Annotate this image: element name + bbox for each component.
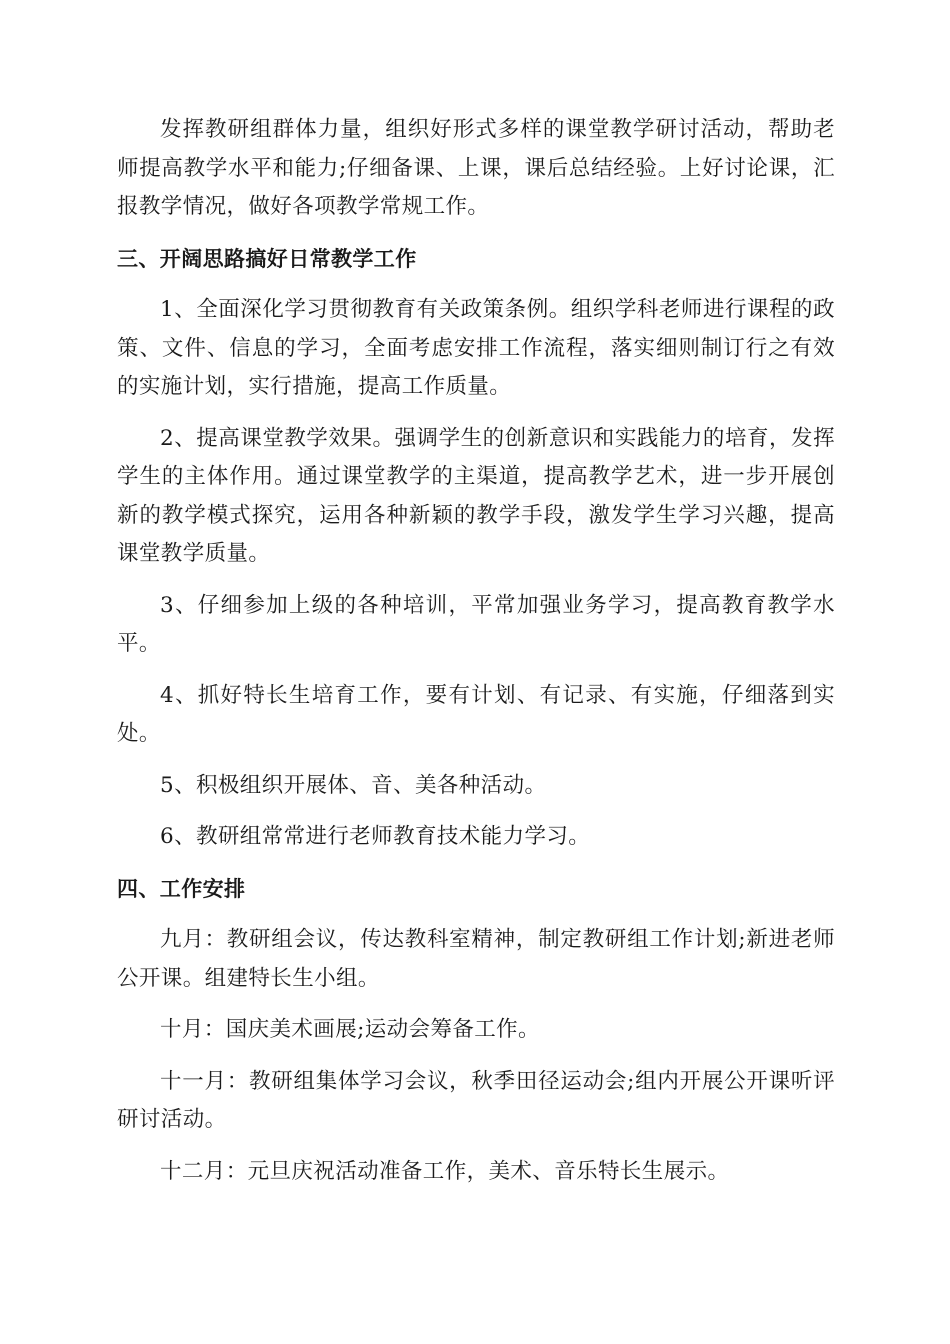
intro-paragraph: 发挥教研组群体力量，组织好形式多样的课堂教学研讨活动，帮助老师提高教学水平和能力;仔细备课、上课，课后总结经验。上好讨论课，汇报教学情况，做好各项教学常规工作。 <box>117 117 835 219</box>
schedule-september: 九月：教研组会议，传达教科室精神，制定教研组工作计划;新进老师公开课。组建特长生小组。 <box>117 927 835 991</box>
schedule-october: 十月：国庆美术画展;运动会筹备工作。 <box>160 1017 540 1042</box>
section-3-item-1: 1、全面深化学习贯彻教育有关政策条例。组织学科老师进行课程的政策、文件、信息的学习，全面考虑安排工作流程，落实细则制订行之有效的实施计划，实行措施，提高工作质量。 <box>117 297 835 399</box>
section-3-heading: 三、开阔思路搞好日常教学工作 <box>117 246 417 271</box>
section-3-item-4: 4、抓好特长生培育工作，要有计划、有记录、有实施，仔细落到实处。 <box>117 682 835 746</box>
schedule-november: 十一月：教研组集体学习会议，秋季田径运动会;组内开展公开课听评研讨活动。 <box>117 1068 835 1132</box>
document-page <box>117 111 835 1204</box>
section-3-item-2: 2、提高课堂教学效果。强调学生的创新意识和实践能力的培育，发挥学生的主体作用。通过课堂教学的主渠道，提高教学艺术，进一步开展创新的教学模式探究，运用各种新颖的教学手段，激发学生学习兴趣，提高课堂教学质量。 <box>117 425 835 566</box>
section-3-item-6: 6、教研组常常进行老师教育技术能力学习。 <box>160 824 591 849</box>
section-4-heading: 四、工作安排 <box>117 876 246 901</box>
schedule-december: 十二月：元旦庆祝活动准备工作，美术、音乐特长生展示。 <box>160 1158 730 1184</box>
section-3-item-3: 3、仔细参加上级的各种培训，平常加强业务学习，提高教育教学水平。 <box>117 592 835 656</box>
section-3-item-5: 5、积极组织开展体、音、美各种活动。 <box>160 772 547 798</box>
